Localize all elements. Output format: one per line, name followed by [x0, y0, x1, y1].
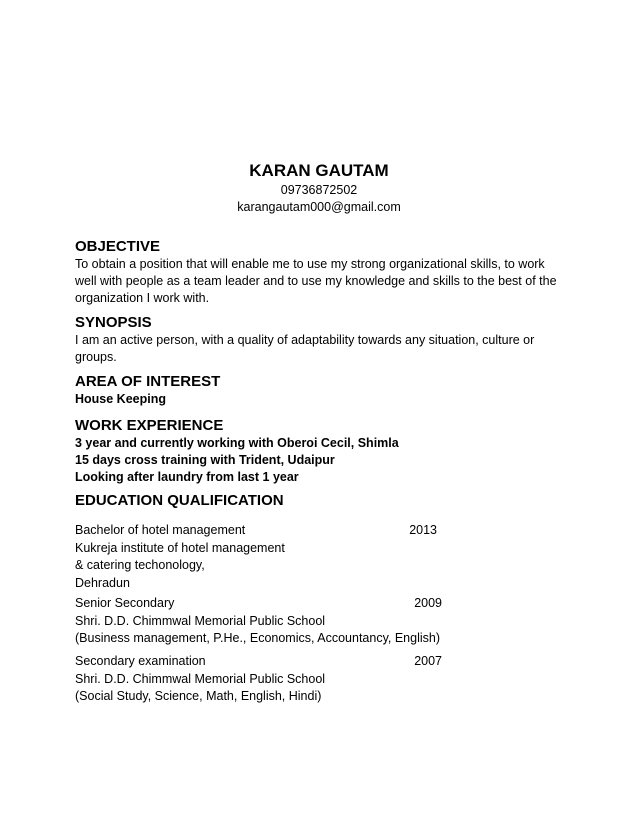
education-entry — [75, 522, 437, 592]
experience-item: 15 days cross training with Trident, Udaipur — [75, 453, 335, 467]
education-detail: & catering techonology, — [75, 558, 205, 572]
education-entry — [75, 595, 442, 648]
objective-text: To obtain a position that will enable me to use my strong organizational skills, to work well with people as a team leader and to use my knowledge and skills to the best of the organization I work with. — [75, 257, 557, 305]
education-detail: Shri. D.D. Chimmwal Memorial Public School — [75, 613, 326, 628]
education-entry — [75, 653, 442, 706]
interest-section — [75, 372, 565, 408]
education-detail: (Social Study, Science, Math, English, Hindi) — [75, 689, 322, 703]
education-detail: Shri. D.D. Chimmwal Memorial Public School — [75, 671, 326, 686]
experience-section — [75, 416, 565, 486]
education-detail: Dehradun — [75, 575, 130, 590]
objective-section — [75, 237, 565, 307]
objective-title: OBJECTIVE — [75, 238, 161, 255]
education-year: 2007 — [414, 654, 442, 668]
education-detail: (Business management, P.He., Economics, Accountancy, English) — [75, 631, 440, 645]
resume-header — [0, 160, 638, 216]
experience-item: Looking after laundry from last 1 year — [75, 470, 299, 484]
phone-number: 09736872502 — [280, 183, 358, 197]
education-year: 2013 — [409, 523, 437, 537]
education-title: EDUCATION QUALIFICATION — [75, 492, 284, 509]
education-year: 2009 — [414, 596, 442, 610]
education-section — [75, 491, 565, 510]
email-address: karangautam000@gmail.com — [237, 200, 401, 214]
education-degree: Bachelor of hotel management — [75, 523, 246, 537]
experience-title: WORK EXPERIENCE — [75, 417, 224, 434]
education-degree: Senior Secondary — [75, 596, 175, 610]
education-degree-row — [75, 653, 442, 671]
interest-title: AREA OF INTEREST — [75, 373, 221, 390]
synopsis-title: SYNOPSIS — [75, 314, 152, 331]
experience-item: 3 year and currently working with Oberoi Cecil, Shimla — [75, 436, 399, 450]
synopsis-section — [75, 313, 565, 366]
education-degree: Secondary examination — [75, 654, 206, 668]
education-detail: Kukreja institute of hotel management — [75, 540, 285, 555]
candidate-name: KARAN GAUTAM — [249, 161, 389, 180]
interest-text: House Keeping — [75, 392, 166, 406]
education-degree-row — [75, 522, 437, 540]
synopsis-text: I am an active person, with a quality of adaptability towards any situation, culture or groups. — [75, 333, 535, 364]
education-degree-row — [75, 595, 442, 613]
